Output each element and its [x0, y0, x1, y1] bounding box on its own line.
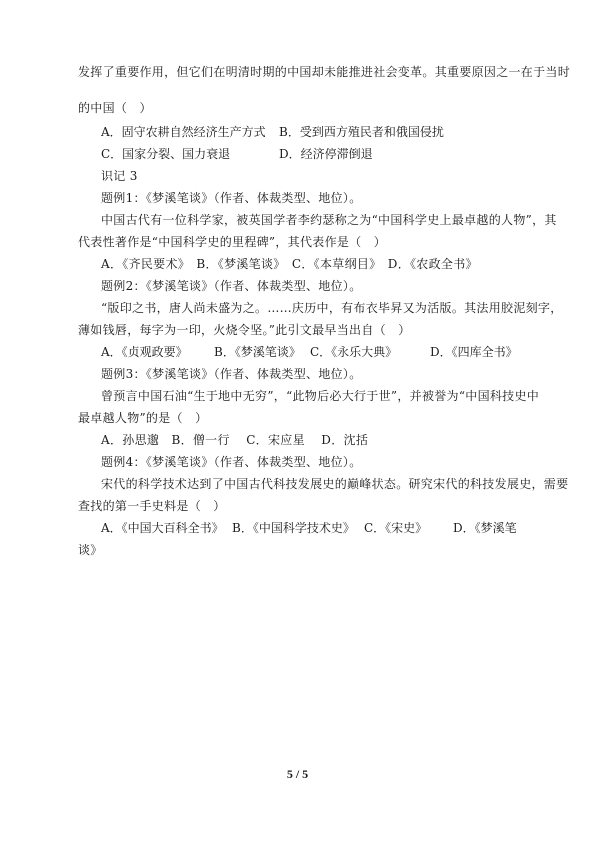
question-options: A．《齐民要术》 B．《梦溪笔谈》 C．《本草纲目》 D．《农政全书》 — [101, 257, 478, 271]
option-d: D．《四库全书》 — [430, 345, 518, 359]
option-a: A．《中国大百科全书》 — [101, 521, 224, 535]
option-c: C．《永乐大典》 — [310, 345, 398, 359]
question-line: “版印之书，唐人尚未盛为之。……庆历中，有布衣毕昇又为活版。其法用胶泥刻字， — [101, 301, 563, 315]
option-b: B．《梦溪笔谈》 — [214, 345, 301, 359]
question-line: 最卓越人物”的是（ ） — [78, 411, 208, 425]
option-a: A．固守农耕自然经济生产方式 — [101, 125, 266, 139]
question-line: 宋代的科学技术达到了中国古代科技发展史的巅峰状态。研究宋代的科技发展史，需要 — [101, 477, 569, 491]
option-b: B．受到西方殖民者和俄国侵扰 — [279, 125, 444, 139]
option-c: C．《宋史》 — [364, 521, 428, 535]
example-title: 题例1：《梦溪笔谈》（作者、体裁类型、地位）。 — [101, 191, 362, 205]
page-number: 5 / 5 — [286, 767, 309, 781]
example-title: 题例4：《梦溪笔谈》（作者、体裁类型、地位）。 — [101, 455, 362, 469]
question-line: 代表性著作是“中国科学史的里程碑”，其代表作是（ ） — [78, 235, 387, 249]
paragraph-line: 发挥了重要作用，但它们在明清时期的中国却未能推进社会变革。其重要原因之一在于当时 — [78, 65, 571, 79]
option-d: D．《梦溪笔 — [453, 521, 517, 535]
example-title: 题例3：《梦溪笔谈》（作者、体裁类型、地位）。 — [101, 367, 362, 381]
option-b: B．《中国科学技术史》 — [232, 521, 355, 535]
example-title: 题例2：《梦溪笔谈》（作者、体裁类型、地位）。 — [101, 279, 362, 293]
question-options-continuation: 谈》 — [78, 543, 103, 557]
option-a: A．《贞观政要》 — [101, 345, 188, 359]
question-line: 中国古代有一位科学家，被英国学者李约瑟称之为“中国科学史上最卓越的人物”，其 — [101, 213, 557, 227]
question-line: 曾预言中国石油“生于地中无穷”，“此物后必大行于世”，并被誉为“中国科技史中 — [101, 389, 540, 403]
section-heading: 识记 3 — [101, 169, 138, 183]
question-line: 查找的第一手史料是（ ） — [78, 499, 226, 513]
question-options: A．孙思邈 B．僧一行 C．宋应星 D．沈括 — [101, 433, 369, 447]
option-c: C．国家分裂、国力衰退 — [101, 147, 231, 161]
question-line: 薄如钱唇，每字为一印，火烧令坚。”此引文最早当出自（ ） — [78, 323, 411, 337]
option-d: D．经济停滞倒退 — [279, 147, 373, 161]
paragraph-line: 的中国（ ） — [78, 101, 152, 115]
